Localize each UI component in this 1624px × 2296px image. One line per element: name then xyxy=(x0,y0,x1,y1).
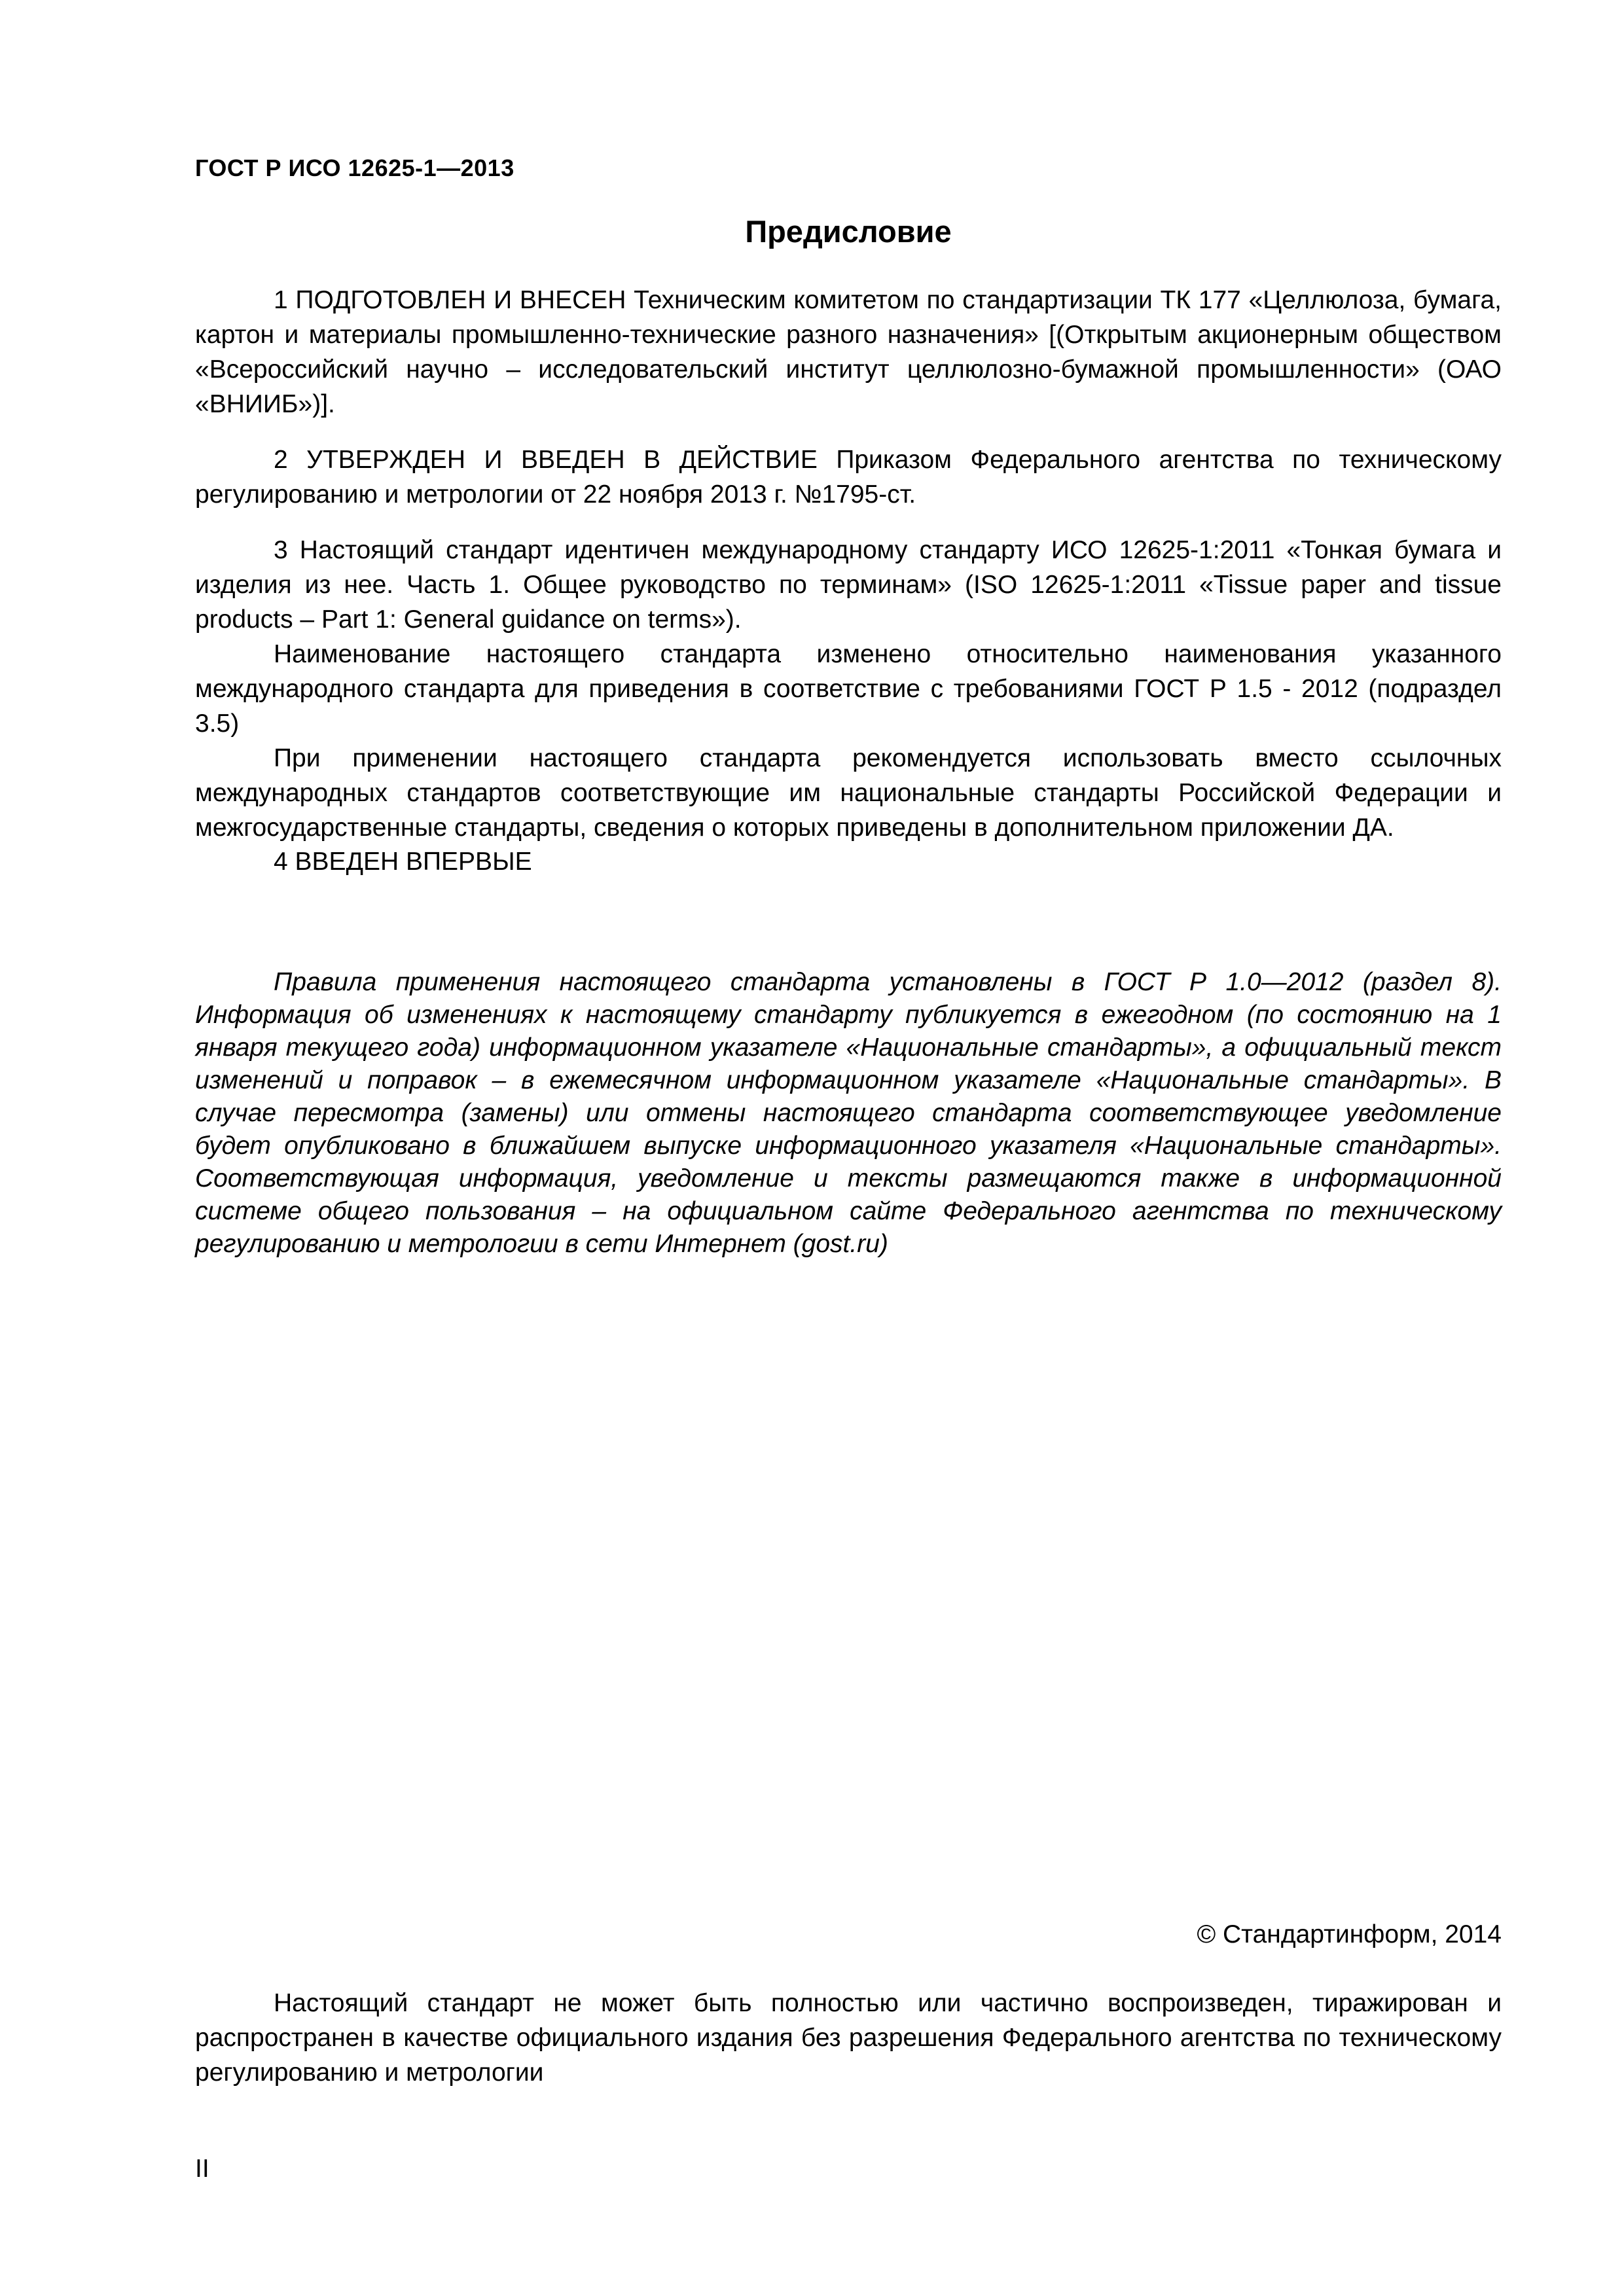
preface-item-2-text: 2 УТВЕРЖДЕН И ВВЕДЕН В ДЕЙСТВИЕ Приказом Федерального агентства по техническому регулированию и метрологии от 22 ноября 2013 г. №1795-ст. xyxy=(195,446,1502,509)
preface-item-4 xyxy=(195,844,1502,879)
reproduction-notice-text: Настоящий стандарт не может быть полностью или частично воспроизведен, тиражирован и распространен в качестве официального издания без разрешения Федерального агентства по техническому регулированию и метрологии xyxy=(195,1989,1502,2087)
copyright-line: © Стандартинформ, 2014 xyxy=(1197,1920,1502,1948)
page-number: II xyxy=(195,2155,209,2183)
preface-item-4-text: 4 ВВЕДЕН ВПЕРВЫЕ xyxy=(274,848,532,876)
preface-item-3 xyxy=(195,533,1502,845)
preface-item-1 xyxy=(195,283,1502,422)
reproduction-notice xyxy=(195,1986,1502,2090)
page-title: Предисловие xyxy=(745,214,952,249)
preface-item-3-text: 3 Настоящий стандарт идентичен международному стандарту ИСО 12625-1:2011 «Тонкая бумага и изделия из нее. Часть 1. Общее руководство по терминам» (ISO 12625-1:2011 «Tissue paper and tissue products – Part 1: General guidance on terms»). xyxy=(195,536,1502,634)
preface-item-3-reference-note: При применении настоящего стандарта рекомендуется использовать вместо ссылочных международных стандартов соответствующие им национальные стандарты Российской Федерации и межгосударственные стандарты, сведения о которых приведены в дополнительном приложении ДА. xyxy=(195,744,1502,842)
document-code: ГОСТ Р ИСО 12625-1—2013 xyxy=(195,154,514,181)
preface-item-2 xyxy=(195,442,1502,512)
preface-item-3-name-note: Наименование настоящего стандарта изменено относительно наименования указанного международного стандарта для приведения в соответствие с требованиями ГОСТ Р 1.5 - 2012 (подраздел 3.5) xyxy=(195,640,1502,738)
preface-item-1-text: 1 ПОДГОТОВЛЕН И ВНЕСЕН Техническим комитетом по стандартизации ТК 177 «Целлюлоза, бумага, картон и материалы промышленно-технические разного назначения» [(Открытым акционерным обществом «Всероссийский научно – исследовательский институт целлюлозно-бумажной промышленности» (ОАО «ВНИИБ»)]. xyxy=(195,286,1502,418)
rules-notice: Правила применения настоящего стандарта установлены в ГОСТ Р 1.0—2012 (раздел 8). Информация об изменениях к настоящему стандарту публикуется в ежегодном (по состоянию на 1 января текущего года) информационном указателе «Национальные стандарты», а официальный текст изменений и поправок – в ежемесячном информационном указателе «Национальные стандарты». В случае пересмотра (замены) или отмены настоящего стандарта соответствующее уведомление будет опубликовано в ближайшем выпуске информационного указателя «Национальные стандарты». Соответствующая информация, уведомление и тексты размещаются также в информационной системе общего пользования – на официальном сайте Федерального агентства по техническому регулированию и метрологии в сети Интернет (gost.ru) xyxy=(195,968,1502,1258)
